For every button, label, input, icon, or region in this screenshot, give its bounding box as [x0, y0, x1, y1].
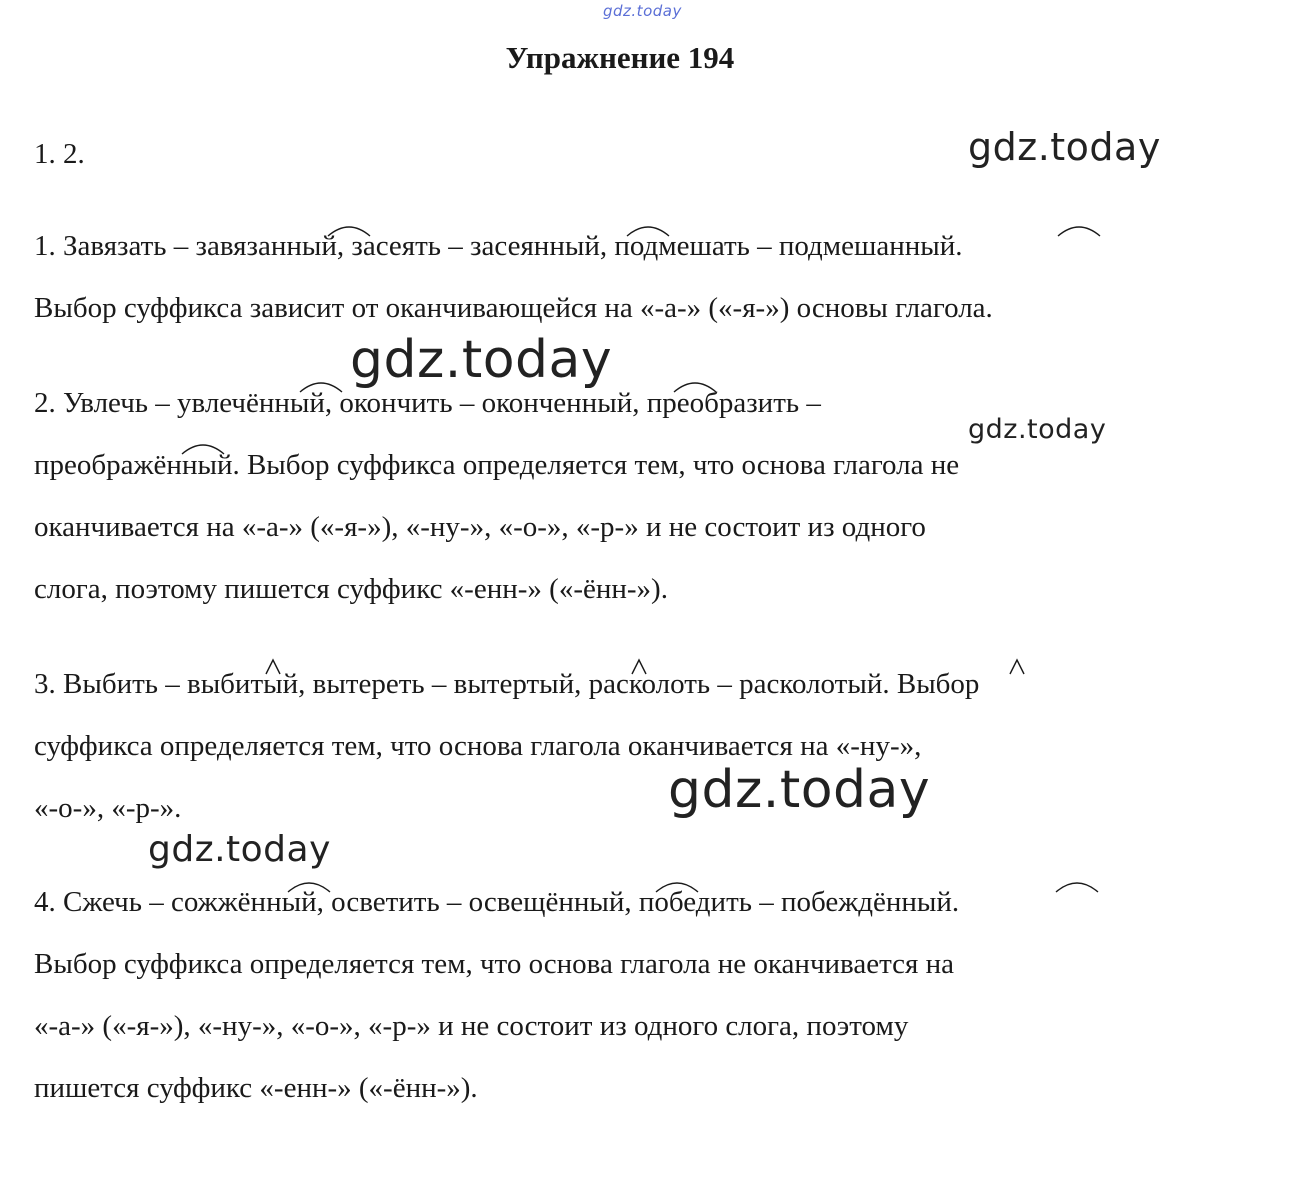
answer-line: Выбор суффикса зависит от оканчивающейся на «-а-» («-я-») основы глагола. [34, 292, 993, 324]
answer-line: 3. Выбить – выбитый, вытереть – вытертый, расколоть – расколотый. Выбор [34, 668, 980, 700]
answer-line: пишется суффикс «-енн-» («-ённ-»). [34, 1072, 478, 1104]
answer-2 [34, 372, 1234, 620]
watermark: gdz.today [148, 829, 331, 870]
watermark: gdz.today [968, 414, 1107, 445]
answer-line: Выбор суффикса определяется тем, что основа глагола не оканчивается на [34, 948, 954, 980]
answer-3 [34, 653, 1234, 839]
answer-line: 4. Сжечь – сожжённый, осветить – освещённый, победить – побеждённый. [34, 886, 960, 918]
answer-line: «-а-» («-я-»), «-ну-», «-о-», «-р-» и не состоит из одного слога, поэтому [34, 1010, 909, 1042]
watermark: gdz.today [350, 330, 613, 390]
answer-line: 1. Завязать – завязанный, засеять – засеянный, подмешать – подмешанный. [34, 230, 963, 262]
watermark-top: gdz.today [603, 2, 682, 20]
answer-4 [34, 871, 1234, 1119]
exercise-title: Упражнение 194 [505, 40, 735, 75]
answer-line: 2. Увлечь – увлечённый, окончить – оконченный, преобразить – [34, 387, 821, 419]
answer-line: преображённый. Выбор суффикса определяется тем, что основа глагола не [34, 449, 960, 481]
answer-line: «-о-», «-р-». [34, 792, 182, 824]
answer-line: оканчивается на «-а-» («-я-»), «-ну-», «-о-», «-р-» и не состоит из одного [34, 511, 926, 543]
watermark: gdz.today [968, 125, 1161, 169]
task-numbers: 1. 2. [34, 138, 85, 170]
answer-1 [34, 215, 1234, 339]
answer-line: слога, поэтому пишется суффикс «-енн-» («-ённ-»). [34, 573, 668, 605]
answer-line: суффикса определяется тем, что основа глагола оканчивается на «-ну-», [34, 730, 922, 762]
watermark: gdz.today [668, 760, 931, 820]
